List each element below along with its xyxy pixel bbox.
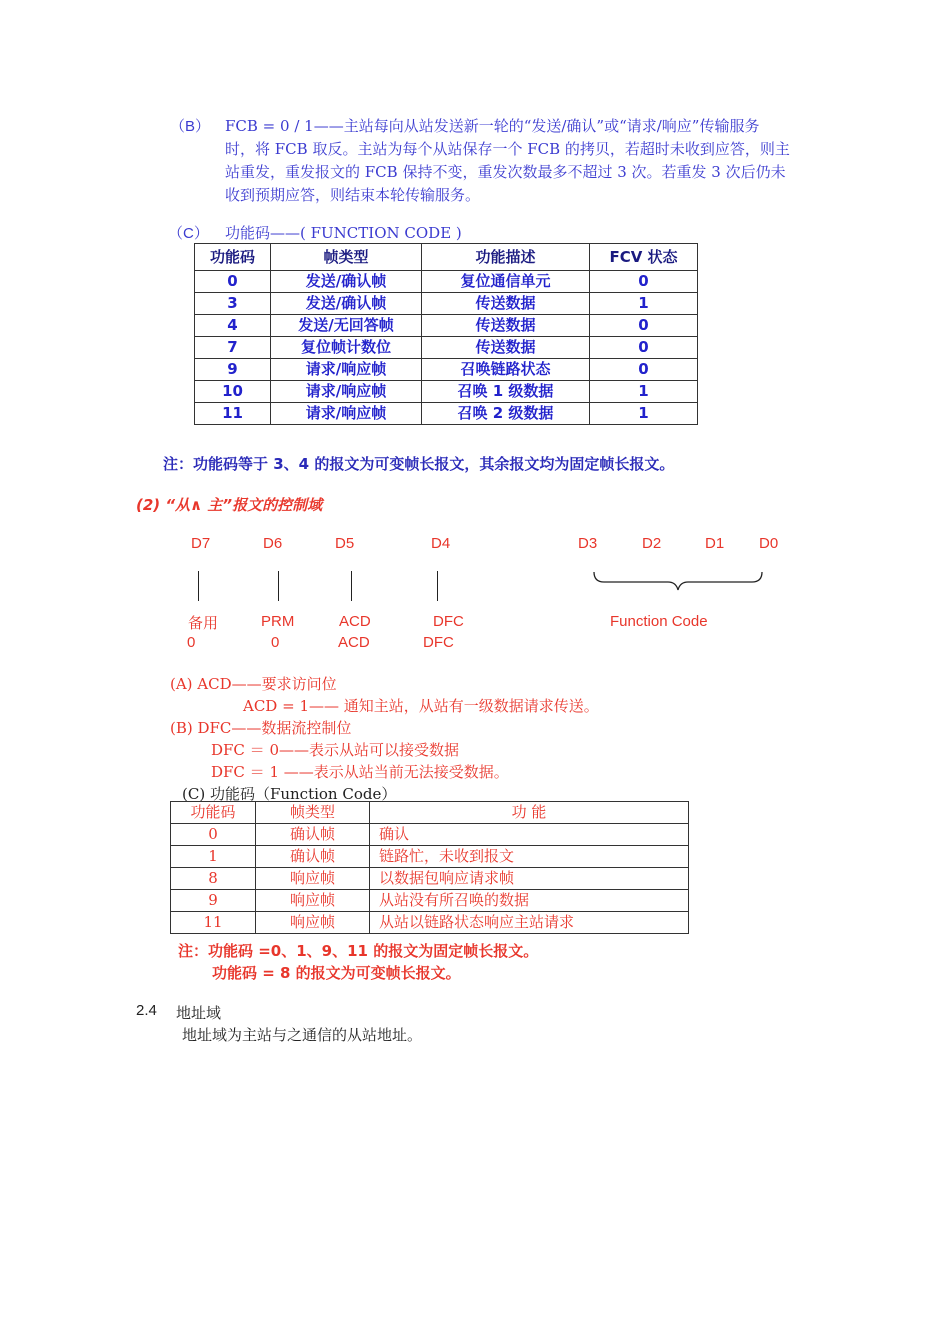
bit-value-d6: 0 — [271, 634, 280, 651]
table-row — [171, 846, 689, 868]
bit-value-d5: ACD — [338, 634, 370, 651]
table-cell: 9 — [171, 890, 256, 912]
table-header-cell: 功 能 — [370, 802, 689, 824]
section-c-title: 功能码——( FUNCTION CODE ) — [225, 224, 462, 242]
table-cell: 发送/确认帧 — [271, 293, 422, 315]
bit-label-d0: D0 — [759, 535, 779, 552]
bit-label-d7: D7 — [191, 535, 211, 552]
table-cell: 9 — [195, 359, 271, 381]
bit-label-d1: D1 — [705, 535, 725, 552]
table-cell: 召唤 2 级数据 — [422, 403, 590, 425]
control-field-heading: (2) “从∧ 主”报文的控制域 — [136, 496, 323, 514]
table-cell: 发送/无回答帧 — [271, 315, 422, 337]
table-cell: 传送数据 — [422, 315, 590, 337]
table-cell: 1 — [171, 846, 256, 868]
table-header-cell: 帧类型 — [256, 802, 370, 824]
table-cell: 响应帧 — [256, 868, 370, 890]
section-title: 地址域 — [176, 1004, 222, 1022]
note-variable-frame-code: 功能码 = 8 的报文为可变帧长报文。 — [212, 964, 461, 982]
table-cell: 3 — [195, 293, 271, 315]
table-row — [195, 315, 698, 337]
section-b-line-4: 收到预期应答，则结束本轮传输服务。 — [225, 186, 481, 204]
table-row — [195, 271, 698, 293]
bit-label-d6: D6 — [263, 535, 283, 552]
table-cell: 0 — [195, 271, 271, 293]
bit-label-d2: D2 — [642, 535, 662, 552]
table-cell: 以数据包响应请求帧 — [370, 868, 689, 890]
table-cell: 请求/响应帧 — [271, 359, 422, 381]
table-cell: 响应帧 — [256, 890, 370, 912]
table-header-cell: 功能描述 — [422, 244, 590, 271]
table-cell: 0 — [590, 359, 698, 381]
dfc-value-0: DFC ＝ 0——表示从站可以接受数据 — [211, 741, 459, 759]
bit-label-d4: D4 — [431, 535, 451, 552]
section-c-label: （C） — [168, 225, 209, 242]
note-fixed-frame-codes: 注：功能码 =0、1、9、11 的报文为固定帧长报文。 — [178, 942, 539, 960]
table-cell: 传送数据 — [422, 337, 590, 359]
table-row — [195, 381, 698, 403]
function-code-table-1 — [194, 243, 698, 425]
bit-divider-line — [437, 571, 438, 601]
bit-name-prm: PRM — [261, 613, 295, 630]
table-header-cell: 功能码 — [195, 244, 271, 271]
table-header-cell: FCV 状态 — [590, 244, 698, 271]
section-b-line-2: 时，将 FCB 取反。主站为每个从站保存一个 FCB 的拷贝，若超时未收到应答，则主 — [225, 140, 790, 158]
table-cell: 0 — [171, 824, 256, 846]
function-code-table-2 — [170, 801, 689, 934]
table-cell: 8 — [171, 868, 256, 890]
section-b-line-1: FCB = 0 / 1——主站每向从站发送新一轮的“发送/确认”或“请求/响应”传输服务 — [225, 117, 760, 135]
curly-brace-icon — [590, 570, 766, 594]
table-row — [171, 890, 689, 912]
table-header-row — [195, 244, 698, 271]
table-cell: 请求/响应帧 — [271, 381, 422, 403]
table-header-cell: 功能码 — [171, 802, 256, 824]
table-row — [195, 293, 698, 315]
table-cell: 召唤链路状态 — [422, 359, 590, 381]
bit-value-d7: 0 — [187, 634, 196, 651]
table-cell: 1 — [590, 381, 698, 403]
section-number: 2.4 — [136, 1002, 157, 1019]
section-body: 地址域为主站与之通信的从站地址。 — [182, 1026, 423, 1044]
bit-label-d5: D5 — [335, 535, 355, 552]
section-b-label: （B） — [170, 118, 211, 135]
acd-title: (A) ACD——要求访问位 — [170, 675, 337, 693]
table-row — [195, 337, 698, 359]
table-cell: 召唤 1 级数据 — [422, 381, 590, 403]
table-header-cell: 帧类型 — [271, 244, 422, 271]
table-cell: 0 — [590, 337, 698, 359]
table-cell: 11 — [171, 912, 256, 934]
bit-name-acd: ACD — [339, 613, 371, 630]
table-cell: 0 — [590, 271, 698, 293]
dfc-title: (B) DFC——数据流控制位 — [170, 719, 352, 737]
bit-name-dfc: DFC — [433, 613, 464, 630]
bit-value-d4: DFC — [423, 634, 454, 651]
table-cell: 从站以链路状态响应主站请求 — [370, 912, 689, 934]
table-cell: 从站没有所召唤的数据 — [370, 890, 689, 912]
table-cell: 4 — [195, 315, 271, 337]
acd-description: ACD = 1—— 通知主站，从站有一级数据请求传送。 — [243, 697, 599, 715]
table-row — [171, 868, 689, 890]
table-cell: 确认帧 — [256, 846, 370, 868]
table-cell: 确认帧 — [256, 824, 370, 846]
table-cell: 10 — [195, 381, 271, 403]
table-cell: 复位通信单元 — [422, 271, 590, 293]
bit-divider-line — [198, 571, 199, 601]
table-cell: 响应帧 — [256, 912, 370, 934]
note-fixed-variable-frames: 注：功能码等于 3、4 的报文为可变帧长报文，其余报文均为固定帧长报文。 — [163, 455, 675, 473]
table-cell: 传送数据 — [422, 293, 590, 315]
table-header-row — [171, 802, 689, 824]
function-code-title: (C) 功能码（Function Code） — [182, 785, 397, 803]
dfc-value-1: DFC ＝ 1 ——表示从站当前无法接受数据。 — [211, 763, 509, 781]
table-cell: 7 — [195, 337, 271, 359]
bit-name-reserved: 备用 — [188, 614, 219, 632]
table-row — [171, 912, 689, 934]
table-cell: 0 — [590, 315, 698, 337]
section-b-line-3: 站重发，重发报文的 FCB 保持不变，重发次数最多不超过 3 次。若重发 3 次后仍未 — [225, 163, 786, 181]
table-cell: 确认 — [370, 824, 689, 846]
bit-divider-line — [351, 571, 352, 601]
table-cell: 发送/确认帧 — [271, 271, 422, 293]
table-cell: 11 — [195, 403, 271, 425]
table-cell: 请求/响应帧 — [271, 403, 422, 425]
table-row — [195, 403, 698, 425]
function-code-bits-label: Function Code — [610, 613, 708, 630]
table-cell: 复位帧计数位 — [271, 337, 422, 359]
table-row — [195, 359, 698, 381]
table-cell: 1 — [590, 403, 698, 425]
table-row — [171, 824, 689, 846]
table-cell: 1 — [590, 293, 698, 315]
table-cell: 链路忙，未收到报文 — [370, 846, 689, 868]
bit-divider-line — [278, 571, 279, 601]
bit-label-d3: D3 — [578, 535, 598, 552]
